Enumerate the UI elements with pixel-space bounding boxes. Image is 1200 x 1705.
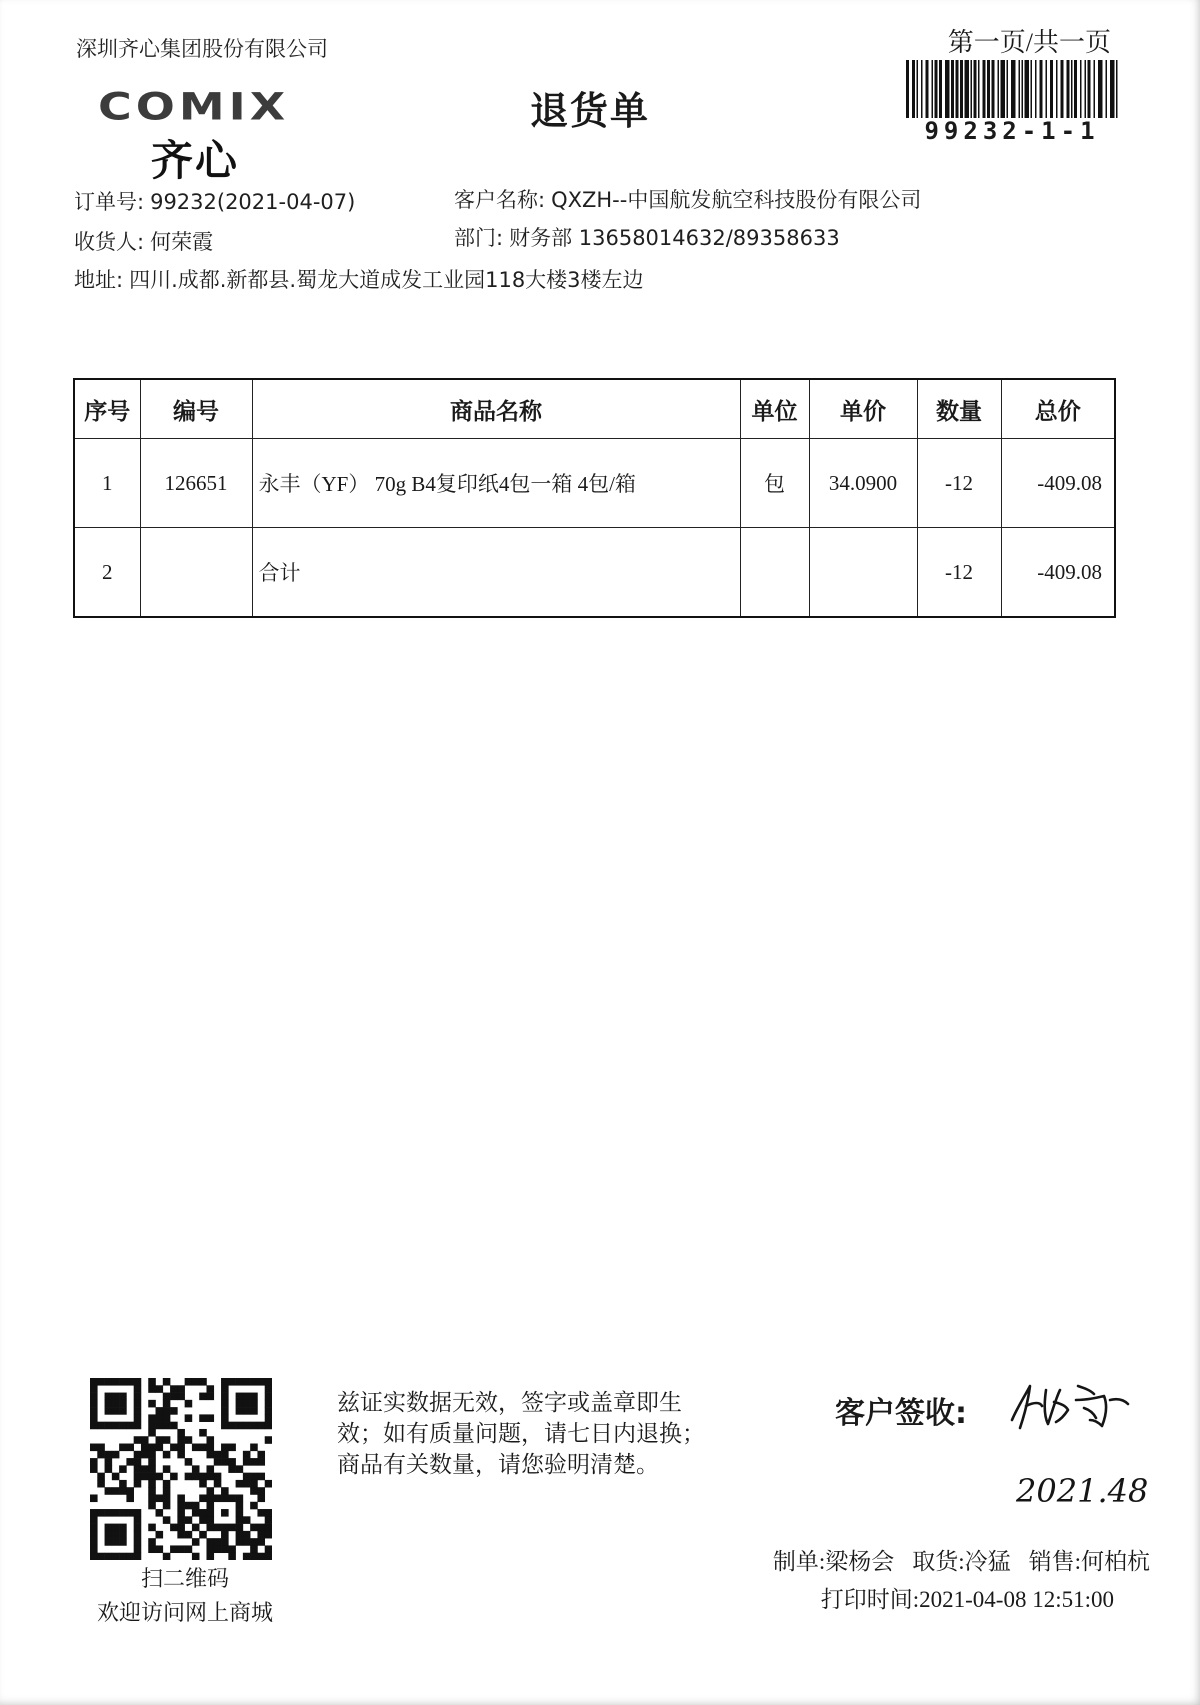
cell-total: -409.08 (1001, 528, 1115, 618)
address-value: 四川.成都.新都县.蜀龙大道成发工业园118大楼3楼左边 (129, 268, 644, 292)
order-number-label: 订单号: (74, 190, 145, 214)
cell-quantity: -12 (917, 439, 1001, 528)
cell-code: 126651 (140, 439, 252, 528)
header-unit: 单位 (740, 379, 809, 439)
header-quantity: 数量 (917, 379, 1001, 439)
header-code: 编号 (140, 379, 252, 439)
document-title: 退货单 (529, 89, 650, 133)
cell-quantity: -12 (917, 528, 1001, 618)
notice-line: 商品有关数量，请您验明清楚。 (337, 1452, 659, 1478)
header-index: 序号 (74, 379, 140, 439)
footer-sales: 销售:何柏杭 (1028, 1549, 1150, 1574)
customer-name-label: 客户名称: (454, 188, 546, 212)
department (454, 222, 840, 252)
department-value: 财务部 13658014632/89358633 (509, 226, 840, 250)
qr-code (90, 1378, 272, 1560)
footer-pickup: 取货:冷猛 (912, 1549, 1011, 1574)
order-number (74, 186, 355, 216)
table-row (74, 528, 1115, 618)
cell-index: 1 (74, 439, 140, 528)
cell-code (140, 528, 252, 618)
handwritten-date: 2021.48 (1016, 1472, 1149, 1510)
receiver-value: 何荣霞 (150, 230, 214, 254)
address (74, 264, 644, 294)
cell-product-name: 合计 (252, 528, 740, 618)
qr-caption-scan: 扫二维码 (140, 1566, 229, 1591)
goods-table (73, 378, 1116, 618)
header-product-name: 商品名称 (252, 379, 740, 439)
table-row (74, 439, 1115, 528)
cell-unit: 包 (740, 439, 809, 528)
department-label: 部门: (454, 226, 504, 250)
table-header-row (74, 379, 1115, 439)
comix-logo-chinese: 齐心 (151, 136, 240, 185)
header-unit-price: 单价 (809, 379, 917, 439)
qr-caption-visit: 欢迎访问网上商城 (96, 1600, 273, 1625)
notice-line: 兹证实数据无效，签字或盖章即生 (337, 1390, 682, 1416)
customer-signature (1006, 1376, 1136, 1438)
receiver-label: 收货人: (74, 230, 145, 254)
notice-line: 效；如有质量问题，请七日内退换； (337, 1421, 705, 1447)
customer-name (454, 184, 921, 214)
receiver (74, 226, 213, 256)
customer-sign-label: 客户签收: (835, 1396, 967, 1431)
footer-staff (773, 1543, 1150, 1576)
header-total: 总价 (1001, 379, 1115, 439)
cell-total: -409.08 (1001, 439, 1115, 528)
comix-logo: COMIX (98, 84, 290, 129)
footer-maker: 制单:梁杨会 (772, 1549, 895, 1574)
footer-print-time: 打印时间:2021-04-08 12:51:00 (820, 1587, 1114, 1612)
order-number-value: 99232(2021-04-07) (150, 190, 356, 214)
page-indicator: 第一页/共一页 (947, 28, 1111, 57)
company-name: 深圳齐心集团股份有限公司 (76, 37, 328, 61)
cell-unit-price: 34.0900 (809, 439, 917, 528)
address-label: 地址: (74, 268, 124, 292)
cell-product-name: 永丰（YF） 70g B4复印纸4包一箱 4包/箱 (252, 439, 740, 528)
cell-index: 2 (74, 528, 140, 618)
barcode-text: 99232-1-1 (924, 117, 1100, 145)
cell-unit-price (809, 528, 917, 618)
customer-name-value: QXZH--中国航发航空科技股份有限公司 (551, 188, 922, 212)
barcode (904, 60, 1120, 118)
cell-unit (740, 528, 809, 618)
